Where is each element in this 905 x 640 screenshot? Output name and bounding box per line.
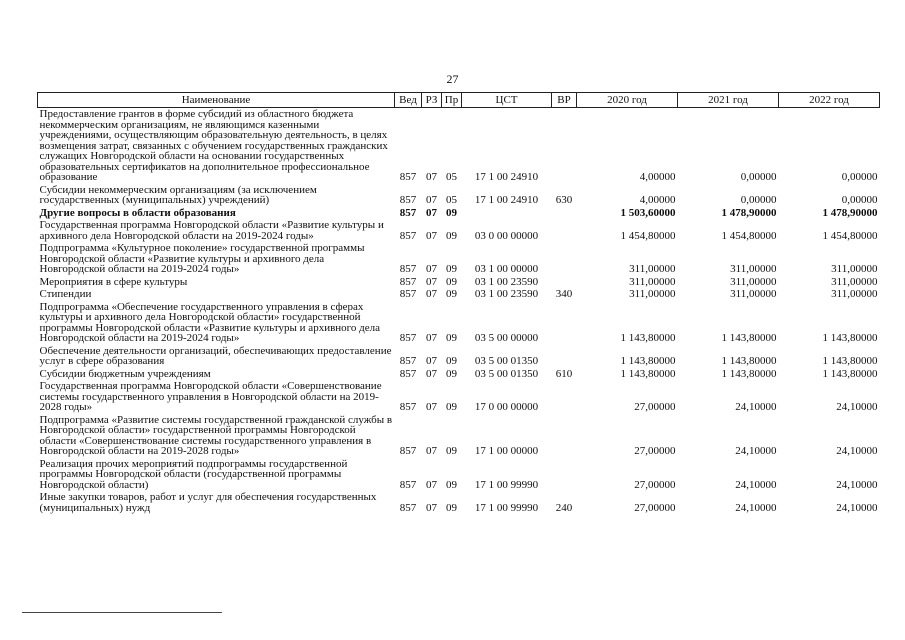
row-name: Реализация прочих мероприятий подпрограммы государственной программы Новгородской области (государственной программы Новгородской области) [39, 457, 348, 491]
row-rz: 07 [426, 355, 437, 367]
row-value-2021: 1 143,80000 [721, 332, 777, 344]
row-vr: 340 [555, 288, 573, 300]
row-pr: 09 [446, 445, 457, 457]
row-name: Субсидии некоммерческим организациям (за исключением государственных (муниципальных) учреждений) [39, 183, 317, 206]
row-pr: 09 [446, 355, 457, 367]
row-vr [552, 219, 577, 242]
row-value-2020: 4,00000 [639, 194, 676, 206]
row-cst: 17 0 00 00000 [474, 401, 539, 413]
row-pr: 09 [446, 478, 457, 491]
row-pr: 09 [446, 332, 457, 344]
row-name: Иные закупки товаров, работ и услуг для обеспечения государственных (муниципальных) нужд [39, 491, 377, 514]
row-cst: 17 1 00 24910 [474, 171, 539, 183]
row-value-2021: 1 454,80000 [721, 229, 777, 242]
table-row [38, 368, 880, 381]
row-value-2022: 311,00000 [831, 263, 878, 275]
row-name: Другие вопросы в области образования [39, 206, 236, 219]
row-value-2021: 24,10000 [735, 445, 777, 457]
row-cst: 03 1 00 23590 [474, 288, 539, 300]
row-name: Государственная программа Новгородской области «Развитие культуры и архивного дела Новгородской области на 2019-2024 годы» [39, 219, 384, 242]
row-value-2020: 311,00000 [629, 288, 676, 300]
row-ved: 857 [399, 263, 417, 275]
row-vr [552, 345, 577, 368]
row-value-2020: 27,00000 [634, 445, 676, 457]
row-pr: 09 [446, 401, 457, 413]
row-value-2021: 24,10000 [735, 401, 777, 413]
row-pr: 09 [446, 288, 457, 300]
row-cst: 03 0 00 00000 [474, 229, 539, 242]
row-value-2020: 311,00000 [629, 275, 676, 288]
header-ved: Вед [395, 93, 422, 108]
row-value-2022: 1 143,80000 [822, 355, 878, 367]
row-cst: 17 1 00 24910 [474, 194, 539, 206]
table-row [38, 207, 880, 220]
page-number: 27 [446, 72, 459, 86]
row-pr: 09 [446, 229, 457, 242]
row-ved: 857 [399, 171, 417, 183]
row-value-2021: 0,00000 [740, 194, 777, 206]
budget-table [37, 92, 880, 514]
row-value-2021: 0,00000 [740, 171, 777, 183]
row-ved: 857 [399, 332, 417, 344]
row-value-2022: 1 143,80000 [822, 332, 878, 344]
row-name: Подпрограмма «Развитие системы государственной гражданской службы в Новгородской области» государственной программы Новгородской области «Совершенствование системы государственного управления в Новгородской области на 2019-2028 годы» [39, 413, 393, 457]
row-pr: 09 [446, 367, 457, 380]
row-rz: 07 [426, 194, 437, 206]
row-value-2021: 1 478,90000 [721, 206, 777, 219]
table-row [38, 458, 880, 492]
row-value-2022: 24,10000 [836, 445, 878, 457]
row-cst: 03 1 00 23590 [474, 275, 539, 288]
header-name: Наименование [38, 93, 395, 108]
table-row [38, 345, 880, 368]
row-value-2021: 1 143,80000 [721, 367, 777, 380]
row-cst: 17 1 00 99990 [474, 501, 539, 514]
row-ved: 857 [399, 367, 417, 380]
row-value-2020: 1 454,80000 [620, 229, 676, 242]
row-ved: 857 [399, 288, 417, 300]
table-header-row [38, 93, 880, 108]
row-rz: 07 [426, 367, 437, 380]
row-rz: 07 [426, 501, 437, 514]
row-rz: 07 [426, 332, 437, 344]
row-ved: 857 [399, 194, 417, 206]
row-rz: 07 [426, 401, 437, 413]
row-vr: 630 [555, 194, 573, 206]
row-value-2020: 27,00000 [634, 401, 676, 413]
row-vr: 240 [555, 501, 573, 514]
header-rz: РЗ [422, 93, 442, 108]
row-rz: 07 [426, 478, 437, 491]
row-name: Обеспечение деятельности организаций, обеспечивающих предоставление услуг в сфере образования [39, 344, 392, 367]
row-cst: 17 1 00 99990 [474, 478, 539, 491]
row-value-2021: 1 143,80000 [721, 355, 777, 367]
row-cst: 17 1 00 00000 [474, 445, 539, 457]
row-rz: 07 [426, 288, 437, 300]
row-pr: 09 [446, 206, 457, 219]
row-value-2021: 24,10000 [735, 501, 777, 514]
row-value-2022: 311,00000 [831, 275, 878, 288]
row-ved: 857 [399, 275, 417, 288]
footnote-divider [22, 612, 222, 613]
row-ved: 857 [399, 401, 417, 413]
row-vr: 610 [555, 367, 573, 380]
table-row [38, 276, 880, 289]
table-row [38, 242, 880, 276]
row-vr [552, 301, 577, 345]
row-name: Подпрограмма «Культурное поколение» государственной программы Новгородской области «Развитие культуры и архивного дела Новгородской области на 2019-2024 годы» [39, 242, 365, 275]
header-2020: 2020 год [577, 93, 678, 108]
table-body [38, 108, 880, 515]
row-value-2020: 1 143,80000 [620, 355, 676, 367]
row-value-2021: 311,00000 [730, 288, 777, 300]
row-ved: 857 [399, 501, 417, 514]
header-2021: 2021 год [678, 93, 779, 108]
row-value-2020: 1 143,80000 [620, 332, 676, 344]
header-cst: ЦСТ [462, 93, 552, 108]
row-ved: 857 [399, 355, 417, 367]
table-row [38, 301, 880, 345]
table-row [38, 288, 880, 301]
row-rz: 07 [426, 229, 437, 242]
row-name: Подпрограмма «Обеспечение государственного управления в сферах культуры и архивного дела Новгородской области» государственной программы Новгородской области «Развитие культуры и архивного дела Новгородской области на 2019-2024 годы» [39, 300, 380, 344]
header-2022: 2022 год [779, 93, 880, 108]
table-row [38, 380, 880, 414]
row-pr: 05 [446, 171, 457, 183]
row-vr [552, 414, 577, 458]
row-value-2022: 1 454,80000 [822, 229, 878, 242]
row-value-2022: 24,10000 [836, 501, 878, 514]
row-value-2022: 1 478,90000 [822, 206, 878, 219]
row-name: Стипендии [39, 288, 92, 300]
header-pr: Пр [442, 93, 462, 108]
row-name: Мероприятия в сфере культуры [39, 275, 188, 288]
row-value-2021: 311,00000 [730, 275, 777, 288]
row-value-2020: 311,00000 [629, 263, 676, 275]
table-row [38, 184, 880, 207]
row-value-2020: 27,00000 [634, 478, 676, 491]
table-row [38, 414, 880, 458]
row-value-2022: 0,00000 [841, 194, 878, 206]
row-rz: 07 [426, 206, 437, 219]
table-row [38, 491, 880, 514]
row-value-2020: 1 503,60000 [620, 206, 676, 219]
row-pr: 05 [446, 194, 457, 206]
row-value-2021: 311,00000 [730, 263, 777, 275]
row-rz: 07 [426, 171, 437, 183]
row-name: Государственная программа Новгородской области «Совершенствование системы государственного управления в Новгородской области на 2019-2028 годы» [39, 380, 382, 413]
row-rz: 07 [426, 275, 437, 288]
row-rz: 07 [426, 445, 437, 457]
row-vr [552, 276, 577, 289]
row-value-2022: 1 143,80000 [822, 367, 878, 380]
row-value-2022: 24,10000 [836, 401, 878, 413]
row-vr [552, 108, 577, 184]
header-vr: ВР [552, 93, 577, 108]
row-value-2022: 311,00000 [831, 288, 878, 300]
row-value-2020: 4,00000 [639, 171, 676, 183]
row-value-2020: 27,00000 [634, 501, 676, 514]
row-pr: 09 [446, 501, 457, 514]
row-value-2021: 24,10000 [735, 478, 777, 491]
row-cst: 03 1 00 00000 [474, 263, 539, 275]
row-ved: 857 [399, 478, 417, 491]
row-name: Субсидии бюджетным учреждениям [39, 367, 211, 380]
row-cst [462, 207, 552, 220]
row-cst: 03 5 00 01350 [474, 367, 539, 380]
row-pr: 09 [446, 263, 457, 275]
row-cst: 03 5 00 01350 [474, 355, 539, 367]
table-row [38, 108, 880, 184]
row-ved: 857 [399, 229, 417, 242]
table-row [38, 219, 880, 242]
row-vr [552, 207, 577, 220]
row-vr [552, 380, 577, 414]
row-value-2022: 24,10000 [836, 478, 878, 491]
row-rz: 07 [426, 263, 437, 275]
row-pr: 09 [446, 275, 457, 288]
row-cst: 03 5 00 00000 [474, 332, 539, 344]
row-vr [552, 242, 577, 276]
row-vr [552, 458, 577, 492]
row-name: Предоставление грантов в форме субсидий из областного бюджета некоммерческим организациям, не являющимся казенными учреждениями, осуществляющим образовательную деятельность, в целях возмещения затрат, связанных с обучением государственных гражданских служащих Новгородской области на основании государственных образовательных сертификатов на дополнительное профессиональное образование [39, 108, 388, 183]
row-ved: 857 [399, 206, 417, 219]
row-value-2020: 1 143,80000 [620, 367, 676, 380]
row-ved: 857 [399, 445, 417, 457]
row-value-2022: 0,00000 [841, 171, 878, 183]
